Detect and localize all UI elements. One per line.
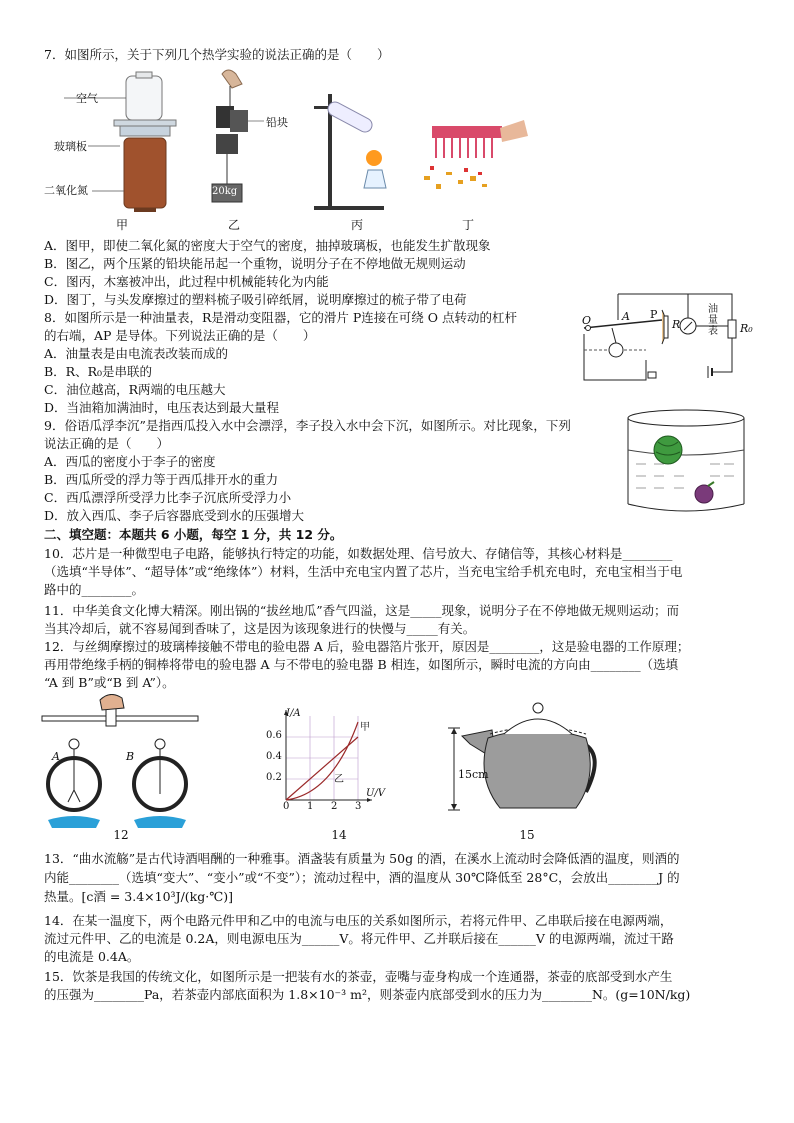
q12-line-2: 再用带绝缘手柄的铜棒将带电的验电器 A 与不带电的验电器 B 相连，如图所示，瞬时电流的方向由________（选填	[44, 657, 679, 672]
q8-option-c: C．油位越高，R两端的电压越大	[44, 382, 226, 397]
lead-blocks-image	[212, 70, 264, 202]
comb-paper-image	[424, 120, 528, 189]
fig12-caption: 12	[113, 828, 129, 842]
caption-ding: 丁	[461, 218, 474, 232]
fig14-ytick-0.4: 0.4	[266, 751, 282, 762]
q8-option-b: B．R、R₀是串联的	[44, 364, 153, 379]
q14-line-1: 14．在某一温度下，两个电路元件甲和乙中的电流与电压的关系如图所示，若将元件甲、乙串联后接在电源两端，	[44, 913, 673, 928]
caption-yi: 乙	[227, 218, 240, 232]
q15-line-2: 的压强为________Pa，若茶壶内部底面积为 1.8×10⁻³ m²，则茶壶内底部受到水的压力为________N。(g=10N/kg)	[44, 987, 691, 1002]
point-a-label: A	[622, 310, 630, 323]
fig14-xtick-1: 1	[307, 801, 314, 812]
q13-line-3: 热量。[c酒 = 3.4×10³J/(kg·℃)]	[44, 889, 233, 904]
fig14-ytick-0.6: 0.6	[266, 730, 282, 741]
test-tube-stand-image	[314, 94, 386, 210]
weight-label: 20kg	[212, 186, 238, 197]
caption-bing: 丙	[350, 218, 363, 232]
q15-line-1: 15．饮茶是我国的传统文化，如图所示是一把装有水的茶壶，壶嘴与壶身构成一个连通器，茶壶的底部受到水产生	[44, 969, 673, 984]
fig14-xtick-3: 3	[355, 801, 362, 812]
fig14-yi-label: 乙	[334, 774, 344, 785]
q9-option-a: A．西瓜的密度小于李子的密度	[44, 454, 216, 469]
q9-stem-2: 说法正确的是（ ）	[44, 436, 170, 451]
fig14-caption: 14	[331, 828, 347, 842]
q7-stem: 7．如图所示，关于下列几个热学实验的说法正确的是（ ）	[44, 47, 390, 62]
fig14-xlabel: U/V	[366, 788, 386, 799]
fig14-xtick-2: 2	[331, 801, 338, 812]
q7-option-a: A．图甲，即使二氧化氮的密度大于空气的密度，抽掉玻璃板，也能发生扩散现象	[44, 238, 491, 253]
q8-stem-1: 8．如图所示是一种油量表，R是滑动变阻器，它的滑片 P连接在可绕 O 点转动的杠杆	[44, 310, 517, 325]
q14-line-2: 流过元件甲、乙的电流是 0.2A，则电源电压为______V。将元件甲、乙并联后接在______V 的电源两端，流过干路	[44, 931, 674, 946]
no2-label: 二氧化氮	[44, 184, 88, 197]
q7-option-b: B．图乙，两个压紧的铅块能吊起一个重物，说明分子在不停地做无规则运动	[44, 256, 466, 271]
q7-option-d: D．图丁，与头发摩擦过的塑料梳子吸引碎纸屑，说明摩擦过的梳子带了电荷	[44, 292, 467, 307]
lead-label: 铅块	[266, 116, 288, 129]
caption-jia: 甲	[115, 218, 128, 232]
resistor-r0-label: R₀	[740, 322, 753, 335]
q8-option-d: D．当油箱加满油时，电压表达到最大量程	[44, 400, 280, 415]
electroscope-b	[134, 739, 186, 828]
pivot-o-label: O	[582, 314, 592, 327]
q8-circuit-figure	[582, 290, 772, 390]
q11-line-2: 当其冷却后，就不容易闻到香味了，这是因为该现象进行的快慢与_____有关。	[44, 621, 476, 636]
electroscope-b-label: B	[126, 750, 135, 763]
q13-line-2: 内能________（选填“变大”、“变小”或“不变”）；流动过程中，酒的温度从 30℃降低至 28°C，会放出________J 的	[44, 870, 680, 885]
q9-option-c: C．西瓜漂浮所受浮力比李子沉底所受浮力小	[44, 490, 292, 505]
fig12-electroscopes	[36, 694, 206, 842]
q12-line-3: “A 到 B”或“B 到 A”）。	[44, 675, 175, 690]
q12-line-1: 12．与丝绸摩擦过的玻璃棒接触不带电的验电器 A 后，验电器箔片张开，原因是________，这是验电器的工作原理；	[44, 639, 690, 654]
fig15-teapot	[440, 700, 610, 842]
electroscope-a-label: A	[52, 750, 60, 763]
fig14-iu-graph	[262, 708, 386, 842]
q14-line-3: 的电流是 0.4A。	[44, 949, 140, 964]
q9-option-d: D．放入西瓜、李子后容器底受到水的压强增大	[44, 508, 305, 523]
fig14-ylabel: I/A	[286, 708, 301, 719]
q13-line-1: 13．“曲水流觞”是古代诗酒唱酬的一种雅事。酒盏装有质量为 50g 的酒，在溪水上流动时会降低酒的温度，则酒的	[44, 851, 680, 866]
oil-meter-label: 油 量 表	[708, 304, 718, 337]
fig14-xtick-0: 0	[283, 801, 290, 812]
air-label: 空气	[76, 92, 98, 105]
resistor-r-label: R	[672, 318, 681, 331]
slider-p-label: P	[650, 308, 658, 321]
q11-line-1: 11．中华美食文化博大精深。刚出锅的“拔丝地瓜”香气四溢，这是_____现象，说明分子在不停地做无规则运动；而	[44, 603, 679, 618]
q8-stem-2: 的右端，AP 是导体。下列说法正确的是（ ）	[44, 328, 316, 343]
q9-stem-1: 9．俗语瓜浮李沉”是指西瓜投入水中会漂浮，李子投入水中会下沉，如图所示。对比现象，下列	[44, 418, 571, 433]
q9-option-b: B．西瓜所受的浮力等于西瓜排开水的重力	[44, 472, 279, 487]
q7-figure	[44, 66, 544, 234]
fig14-jia-label: 甲	[360, 722, 370, 733]
q10-line-2: （选填“半导体”、“超导体”或“绝缘体”）材料，生活中充电宝内置了芯片，当充电宝给手机充电时，充电宝相当于电	[44, 564, 683, 579]
fig14-ytick-0.2: 0.2	[266, 772, 282, 783]
fig15-caption: 15	[519, 828, 535, 842]
teapot-height-label: 15cm	[458, 768, 489, 781]
section-2-heading: 二、填空题：本题共 6 小题，每空 1 分，共 12 分。	[44, 527, 343, 542]
q8-option-a: A．油量表是由电流表改装而成的	[44, 346, 229, 361]
q9-container-figure	[624, 408, 748, 516]
glass-plate-label: 玻璃板	[54, 140, 87, 153]
q10-line-3: 路中的________。	[44, 582, 145, 597]
q10-line-1: 10．芯片是一种微型电子电路，能够执行特定的功能，如数据处理、信号放大、存储信等，其核心材料是________	[44, 546, 673, 561]
q7-option-c: C．图丙，木塞被冲出，此过程中机械能转化为内能	[44, 274, 329, 289]
